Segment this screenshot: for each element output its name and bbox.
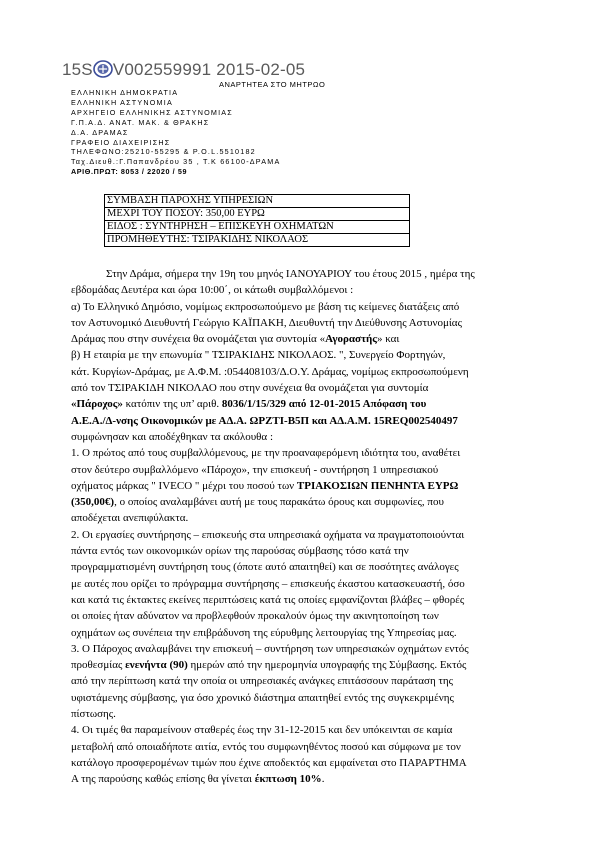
contract-subject: ΕΙΔΟΣ : ΣΥΝΤΗΡΗΣΗ – ΕΠΙΣΚΕΥΗ ΟΧΗΜΑΤΩΝ [105,221,410,234]
body-line: συμφώνησαν και αποδέχθηκαν τα ακόλουθα : [71,430,273,443]
contract-type: ΣΥΜΒΑΣΗ ΠΑΡΟΧΗΣ ΥΠΗΡΕΣΙΩΝ [105,195,410,208]
contract-supplier: ΠΡΟΜΗΘΕΥΤΗΣ: ΤΣΙΡΑΚΙΔΗΣ ΝΙΚΟΛΑΟΣ [105,234,410,247]
seal-icon [93,60,113,83]
registry-id: V002559991 2015-02-05 [112,60,306,79]
body-line: από την περίπτωση κατά την οποία οι υπηρεσιακές ανάγκες επιτάσσουν παράταση της [71,675,453,688]
protocol-number: ΑΡΙΘ.ΠΡΩΤ: 8053 / 22020 / 59 [71,167,188,177]
body-line: προγραμματισμένη συντήρηση τους (όποτε αυτό απαιτηθεί) και σε ποσότητες ανάλογες [71,561,459,574]
body-line: κάτ. Κυργίων-Δράμας, με Α.Φ.Μ. :054408103/Δ.Ο.Υ. Δράμας, νομίμως εκπροσωπούμενη [71,365,469,378]
body-line: πάντα εντός των οικονομικών ορίων της παρούσας σύμβασης τόσο κατά την [71,545,409,558]
body-line: Α της παρούσης καθώς επίσης θα γίνεται έκπτωση 10%. [71,773,325,786]
body-line: Δράμας που στην συνέχεια θα ονομάζεται για συντομία «Αγοραστής» και [71,333,400,346]
body-line: (350,00€), ο οποίος αναλαμβάνει αυτή με τους παρακάτω όρους και συμφωνίες, που [71,496,444,509]
body-line: οι οποίες ήταν αδύνατον να προβλεφθούν προκαλούν όμως την ακινητοποίηση των [71,610,439,623]
body-line: β) Η εταιρία με την επωνυμία " ΤΣΙΡΑΚΙΔΗΣ ΝΙΚΟΛΑΟΣ. ", Συνεργείο Φορτηγών, [71,349,446,362]
contract-summary-box [104,194,410,247]
body-line: πίστωσης. [71,708,116,721]
body-line: προθεσμίας ενενήντα (90) ημερών από την ημερομηνία υπογραφής της Σύμβασης. Εκτός [71,659,467,672]
body-line: υφιστάμενης σύμβασης, για όσο χρονικό διάστημα απαιτηθεί εντός της συγκεκριμένης [71,691,454,704]
letterhead [71,88,280,177]
letterhead-line: ΤΗΛΕΦΩΝΟ:25210-55295 & Ρ.Ο.L.5510182 [71,147,256,157]
body-line: στον δεύτερο συμβαλλόμενο «Πάροχο», την επισκευή - συντήρηση 1 υπηρεσιακού [71,463,439,476]
body-line: αποδέχεται ανεπιφύλακτα. [71,512,189,525]
posting-note: ΑΝΑΡΤΗΤΕΑ ΣΤΟ ΜΗΤΡΩΟ [219,80,326,89]
letterhead-line: ΓΡΑΦΕΙΟ ΔΙΑΧΕΙΡΙΣΗΣ [71,137,171,147]
letterhead-line: ΑΡΧΗΓΕΙΟ ΕΛΛΗΝΙΚΗΣ ΑΣΤΥΝΟΜΙΑΣ [71,107,233,117]
letterhead-line: Δ.Α. ΔΡΑΜΑΣ [71,127,129,137]
body-line: εβδομάδας Δευτέρα και ώρα 10:00΄, οι κάτωθι συμβαλλόμενοι : [71,284,354,297]
letterhead-line: Γ.Π.Α.Δ. ΑΝΑΤ. ΜΑΚ. & ΘΡΑΚΗΣ [71,117,210,127]
body-line: με αυτές που ορίζει το πρόγραμμα συντήρησης – επισκευής έκαστου κατασκευαστή, όσο [71,577,465,590]
body-line: μεταβολή από οποιαδήποτε αιτία, εντός του συμφωνηθέντος ποσού και σύμφωνα με τον [71,740,461,753]
body-line: α) Το Ελληνικό Δημόσιο, νομίμως εκπροσωπούμενο με βάση τις κείμενες διατάξεις από [71,300,460,313]
body-line: Στην Δράμα, σήμερα την 19η του μηνός ΙΑΝΟΥΑΡΙΟΥ του έτους 2015 , ημέρα της [106,268,475,280]
contract-body [71,266,541,788]
letterhead-line: Ταχ.Διευθ.:Γ.Παπανδρέου 35 , Τ.Κ 66100-ΔΡΑΜΑ [71,157,281,167]
contract-amount: ΜΕΧΡΙ ΤΟΥ ΠΟΣΟΥ: 350,00 ΕΥΡΩ [105,208,410,221]
body-line: 3. Ο Πάροχος αναλαμβάνει την επισκευή – συντήρηση των υπηρεσιακών οχημάτων εντός [71,642,469,655]
body-line: τον Αστυνομικό Διευθυντή Γεώργιο ΚΑΪΠΑΚΗ, Διευθυντή την Διεύθυνσης Αστυνομίας [71,316,462,329]
letterhead-line: ΕΛΛΗΝΙΚΗ ΑΣΤΥΝΟΜΙΑ [71,97,173,107]
body-line: από τον ΤΣΙΡΑΚΙΔΗ ΝΙΚΟΛΑΟ που στην συνέχεια θα ονομάζεται για συντομία [71,382,429,395]
body-line: 2. Οι εργασίες συντήρησης – επισκευής στα υπηρεσιακά οχήματα να πραγματοποιούνται [71,528,465,541]
body-line: οχημάτων ως συνέπεια την επιβράδυνση της εύρυθμης λειτουργίας της Υπηρεσίας μας. [71,626,457,639]
letterhead-line: ΕΛΛΗΝΙΚΗ ΔΗΜΟΚΡΑΤΙΑ [71,88,179,97]
body-line: Α.Ε.Α./Δ-νσης Οικονομικών με ΑΔ.Α. ΩΡΖΤΙ-Β5Π και ΑΔ.Α.Μ. 15REQ002540497 [71,414,458,427]
body-line: οχήματος μάρκας " IVECO " μέχρι του ποσού των ΤΡΙΑΚΟΣΙΩΝ ΠΕΝΗΝΤΑ ΕΥΡΩ [71,479,459,492]
body-line: και κατά τις έκτακτες εκείνες περιπτώσεις κατά τις οποίες εμφανίζονται βλάβες – φθορές [71,593,465,606]
body-line: 1. Ο πρώτος από τους συμβαλλόμενους, με την προαναφερόμενη ιδιότητα του, αναθέτει [71,447,461,460]
body-line: 4. Οι τιμές θα παραμείνουν σταθερές έως την 31-12-2015 και δεν υπόκεινται σε καμία [71,724,453,737]
body-line: «Πάροχος» κατόπιν της υπ’ αριθ. 8036/1/15/329 από 12-01-2015 Απόφαση του [71,398,427,411]
body-line: κατάλογο προσφερομένων τιμών που έχινε αποδεκτός και εμφαίνεται στο ΠΑΡΑΡΤΗΜΑ [71,756,467,769]
registry-id-prefix: 15S [62,60,93,79]
